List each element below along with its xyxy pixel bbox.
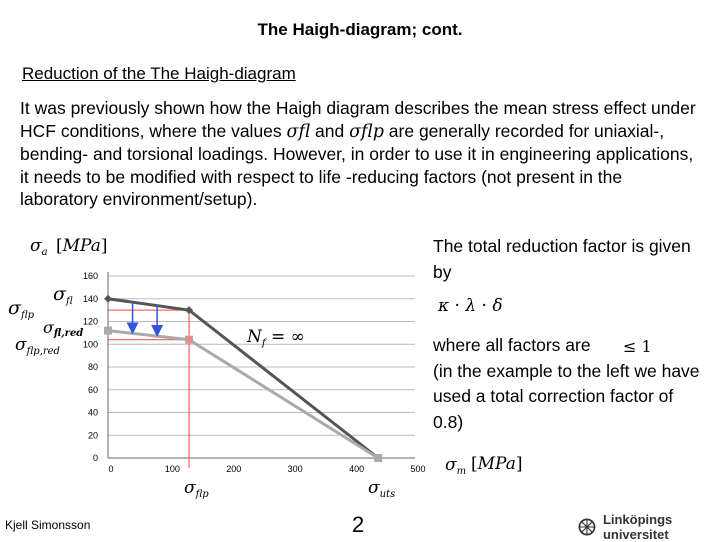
- y-tick-100: 100: [82, 339, 98, 350]
- y-tick-80: 80: [87, 362, 98, 372]
- label-sigma-fl-red: σfl,red: [43, 318, 84, 339]
- x-tick-labels: [108, 464, 425, 474]
- chart-gridlines: [108, 276, 415, 435]
- x-axis-unit: [MPa]: [471, 454, 523, 474]
- y-tick-120: 120: [82, 316, 98, 327]
- logo-text: Linköpings universitet: [602, 512, 673, 542]
- x-tick-500: 500: [410, 464, 426, 474]
- y-axis-label: [30, 236, 48, 258]
- all-factors-text: where all factors are: [433, 335, 591, 355]
- logo-emblem-icon: [576, 516, 598, 538]
- series-line-1: [108, 331, 378, 458]
- label-sigma-flp: $\sigma_{flp}$: [8, 297, 35, 321]
- label-sigma-uts: $\sigma_{uts}$: [368, 478, 396, 500]
- x-tick-400: 400: [349, 464, 365, 474]
- reduction-formula: κ · λ · δ: [438, 296, 503, 316]
- less-equal-one: ≤ 1: [623, 337, 652, 356]
- y-tick-20: 20: [87, 430, 98, 441]
- y-axis-unit: [MPa]: [56, 236, 108, 256]
- nf-infinity-label: $N_f$ = ∞: [247, 327, 305, 349]
- intro-text-2: are generally recorded for uniaxial-, bending- and torsional loadings. However, in order to use it in engineering applications, it needs to be modified with respect to life -reducing factors (not present in the laboratory environment/setup).: [20, 120, 694, 210]
- sigma-flp-symbol: σflp: [349, 121, 384, 142]
- university-logo: [576, 512, 720, 542]
- page-title: The Haigh-diagram; cont.: [257, 20, 463, 39]
- y-axis-sub: a: [41, 247, 48, 258]
- example-text: (in the example to the left we have used a total correction factor of 0.8): [433, 360, 700, 432]
- x-axis-label: $\sigma_m$: [445, 455, 467, 477]
- series-0-point-0: [104, 295, 112, 303]
- label-sigma-flp-red: $\sigma_{flp,red}$: [15, 335, 60, 357]
- author-name: Kjell Simonsson: [5, 518, 91, 532]
- x-tick-200: 200: [226, 464, 242, 474]
- series-1-point-0: [104, 327, 112, 335]
- label-sigma-fl: $\sigma_{fl}$: [53, 283, 73, 307]
- chart-series: [104, 295, 382, 462]
- y-tick-labels: [83, 271, 98, 463]
- y-axis-sigma: σ: [30, 236, 42, 256]
- intro-text-1: It was previously shown how the Haigh diagram describes the mean stress effect under HCF conditions, where the values: [20, 98, 696, 141]
- factors-note: [433, 333, 703, 435]
- y-tick-140: 140: [82, 293, 98, 304]
- y-tick-0: 0: [92, 453, 98, 463]
- label-sigma-flp-bottom: $\sigma_{flp}$: [184, 478, 209, 500]
- page-number: 2: [352, 512, 365, 537]
- sigma-fl-symbol: σfl: [286, 121, 311, 142]
- y-tick-160: 160: [82, 271, 98, 281]
- total-reduction-text: The total reduction factor is given by: [433, 236, 691, 282]
- x-tick-100: 100: [164, 464, 180, 474]
- x-tick-300: 300: [287, 464, 303, 474]
- reduced-corner-marker: [186, 337, 192, 343]
- series-1-point-2: [374, 454, 382, 462]
- x-tick-0: 0: [108, 464, 114, 474]
- y-tick-60: 60: [87, 384, 98, 395]
- y-tick-40: 40: [87, 407, 98, 418]
- section-heading: Reduction of the The Haigh-diagram: [22, 64, 296, 83]
- intro-and: and: [310, 120, 350, 141]
